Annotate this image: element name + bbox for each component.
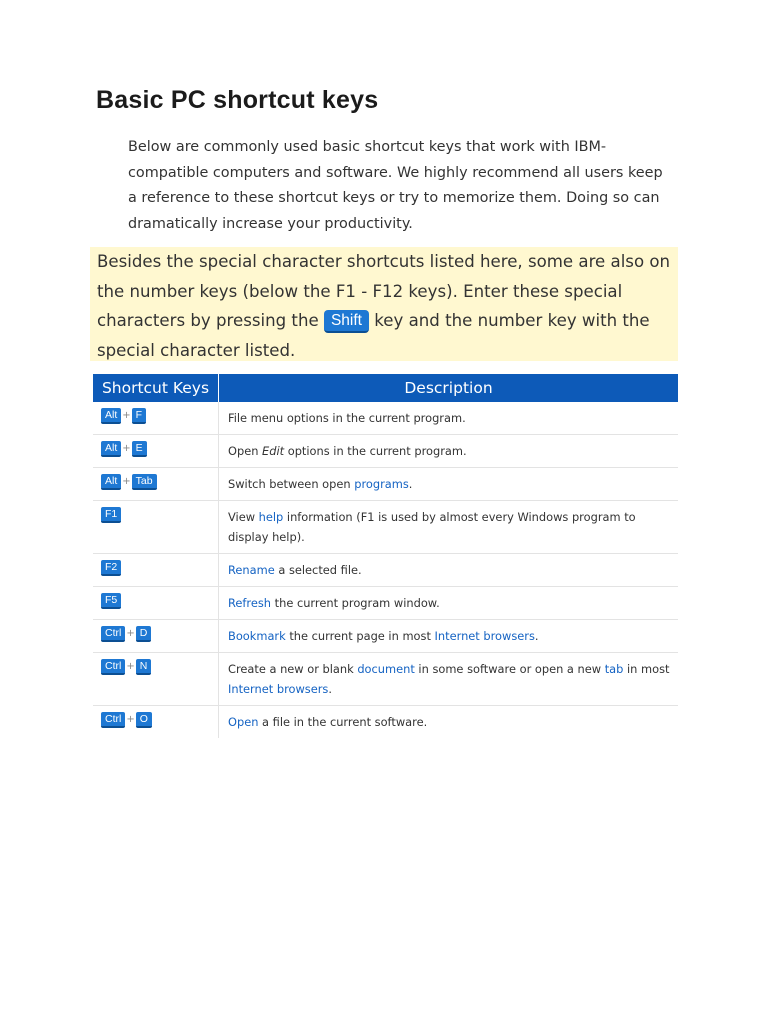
description-text: . — [408, 477, 413, 491]
document-link[interactable]: document — [357, 662, 415, 676]
shortcut-cell — [93, 468, 219, 501]
description-text: the current program window. — [271, 596, 440, 610]
key-badge: O — [136, 712, 152, 728]
description-text: File menu options in the current program. — [228, 411, 466, 425]
rename-link[interactable]: Rename — [228, 563, 275, 577]
key-badge: Tab — [132, 474, 157, 490]
shortcut-cell — [93, 653, 219, 706]
description-cell — [219, 468, 679, 501]
description-text: View — [228, 510, 259, 524]
key-badge: Ctrl — [101, 712, 125, 728]
table-row — [93, 653, 678, 706]
description-text: Open — [228, 444, 263, 458]
shortcut-cell — [93, 501, 219, 554]
plus-sign: + — [122, 443, 131, 454]
plus-sign: + — [122, 410, 131, 421]
description-cell — [219, 402, 679, 435]
page-title: Basic PC shortcut keys — [96, 86, 379, 114]
open-link[interactable]: Open — [228, 715, 259, 729]
shortcut-cell — [93, 435, 219, 468]
key-badge: F2 — [101, 560, 121, 576]
table-row — [93, 468, 678, 501]
key-badge: N — [136, 659, 152, 675]
table-row — [93, 554, 678, 587]
table-row — [93, 402, 678, 435]
plus-sign: + — [126, 714, 135, 725]
shortcut-cell — [93, 587, 219, 620]
internet-browsers-link[interactable]: Internet browsers — [228, 682, 329, 696]
description-text: in most — [623, 662, 670, 676]
description-text: . — [534, 629, 539, 643]
table-row — [93, 501, 678, 554]
key-badge: Alt — [101, 441, 121, 457]
shift-key-badge: Shift — [324, 310, 369, 333]
refresh-link[interactable]: Refresh — [228, 596, 272, 610]
column-header-shortcut-keys: Shortcut Keys — [93, 374, 219, 402]
internet-browsers-link[interactable]: Internet browsers — [434, 629, 535, 643]
notice-box — [90, 247, 678, 361]
notice-text — [97, 247, 672, 365]
shortcut-cell — [93, 402, 219, 435]
plus-sign: + — [126, 661, 135, 672]
description-text: information (F1 is used by almost every Windows program to display help). — [228, 510, 636, 544]
description-text: Switch between open — [228, 477, 355, 491]
plus-sign: + — [126, 628, 135, 639]
description-emphasis: Edit — [262, 444, 285, 458]
notice-text-after: key and the number key with the special character listed. — [97, 311, 650, 360]
notice-text-before: Besides the special character shortcuts listed here, some are also on the number keys (below the F1 - F12 keys). Enter these special characters by pressing the — [97, 252, 671, 330]
description-text: the current page in most — [285, 629, 435, 643]
intro-paragraph: Below are commonly used basic shortcut keys that work with IBM-compatible computers and software. We highly recommend all users keep a reference to these shortcut keys or try to memorize them. Doing so can dramatically increase your productivity. — [128, 139, 663, 232]
description-cell — [219, 706, 679, 739]
description-text: Create a new or blank — [228, 662, 358, 676]
plus-sign: + — [122, 476, 131, 487]
description-text: options in the current program. — [284, 444, 467, 458]
description-text: . — [328, 682, 332, 696]
key-badge: F1 — [101, 507, 121, 523]
tab-link[interactable]: tab — [604, 662, 624, 676]
description-cell — [219, 554, 679, 587]
description-text: a selected file. — [274, 563, 362, 577]
description-cell — [219, 620, 679, 653]
help-link[interactable]: help — [258, 510, 284, 524]
description-text: a file in the current software. — [258, 715, 428, 729]
table-row — [93, 435, 678, 468]
key-badge: Alt — [101, 474, 121, 490]
key-badge: F — [132, 408, 146, 424]
table-header-row — [93, 374, 678, 402]
key-badge: Alt — [101, 408, 121, 424]
table-row — [93, 620, 678, 653]
description-cell — [219, 653, 679, 706]
table-row — [93, 706, 678, 739]
programs-link[interactable]: programs — [354, 477, 409, 491]
key-badge: Ctrl — [101, 659, 125, 675]
description-cell — [219, 501, 679, 554]
description-text: in some software or open a new — [414, 662, 605, 676]
key-badge: E — [132, 441, 147, 457]
key-badge: D — [136, 626, 152, 642]
column-header-description: Description — [219, 374, 679, 402]
key-badge: F5 — [101, 593, 121, 609]
key-badge: Ctrl — [101, 626, 125, 642]
table-row — [93, 587, 678, 620]
description-cell — [219, 587, 679, 620]
bookmark-link[interactable]: Bookmark — [228, 629, 286, 643]
shortcut-cell — [93, 620, 219, 653]
shortcut-cell — [93, 706, 219, 739]
shortcut-cell — [93, 554, 219, 587]
shortcut-table — [93, 374, 678, 738]
description-cell — [219, 435, 679, 468]
